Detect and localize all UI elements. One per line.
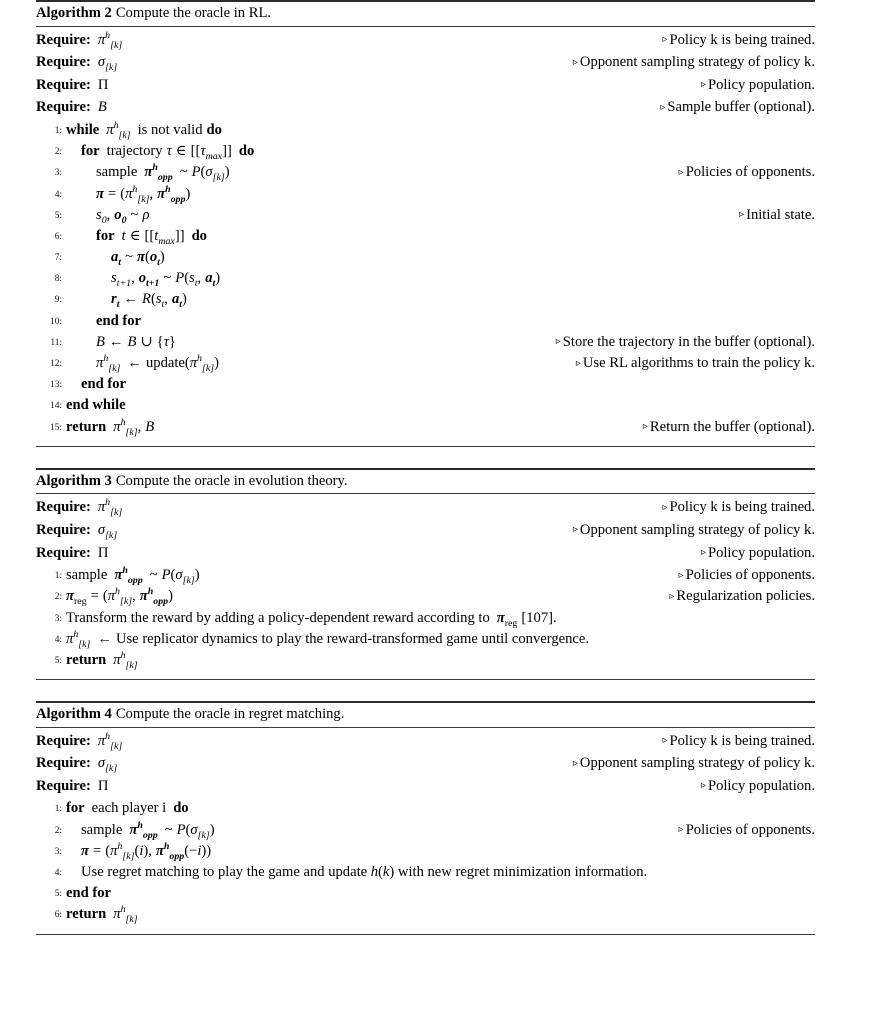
code-line [36, 416, 815, 441]
require-label: Require: [36, 76, 91, 93]
line-number: 8: [54, 274, 62, 285]
line-code: return $\pi^h_{[k]}$ [66, 904, 138, 926]
code-line [36, 865, 815, 886]
require-comment: ▹ Policy population. [700, 777, 815, 794]
triangle-icon: ▹ [678, 166, 684, 178]
line-number: 10: [50, 316, 62, 327]
require-line [36, 100, 815, 123]
require-label: Require: [36, 732, 91, 749]
require-code: Π [97, 777, 109, 794]
line-code: return $\pi^h_{[k]}$ [66, 650, 138, 671]
triangle-icon: ▹ [662, 34, 668, 46]
line-number: 13: [50, 380, 62, 391]
line-code: $s_0$, $o_0$ ~ ρ [96, 206, 150, 226]
line-number: 4: [54, 868, 62, 879]
line-number: 2: [54, 825, 62, 836]
line-code: return $\pi^h_{[k]}$, B [66, 416, 155, 438]
require-label: Require: [36, 777, 91, 794]
code-line [36, 650, 815, 674]
algorithm-body [36, 728, 815, 934]
triangle-icon: ▹ [700, 547, 706, 559]
line-code: $s_{t+1}$, $o_{t+1}$ ~ $P(s_t$, $a_t$) [111, 270, 221, 290]
code-line [36, 886, 815, 907]
triangle-icon: ▹ [678, 824, 684, 836]
algorithm-caption: Compute the oracle in RL. [115, 5, 272, 21]
code-line [36, 353, 815, 377]
algorithm-name: Algorithm 3 [36, 472, 112, 489]
line-comment: ▹ Return the buffer (optional). [642, 418, 815, 435]
algorithm-title [36, 2, 815, 26]
line-number: 1: [54, 571, 62, 582]
triangle-icon: ▹ [700, 79, 706, 91]
require-code: $\sigma_{[k]}$ [97, 54, 118, 74]
code-line [36, 120, 815, 144]
line-number: 3: [54, 168, 62, 179]
require-label: Require: [36, 755, 91, 772]
require-code: $\pi^h_{[k]}$ [97, 29, 123, 51]
algorithm-block-4 [36, 701, 815, 935]
line-code: for t ∈ $[[t_{max}]]$ do [96, 227, 207, 247]
code-line [36, 162, 815, 186]
require-label: Require: [36, 99, 91, 116]
line-code: $\pi = (\pi^h_{[k]}(i)$, $\pi^h_{opp}(-i)$) [81, 840, 212, 862]
triangle-icon: ▹ [678, 569, 684, 581]
require-comment: ▹ Policy population. [700, 544, 815, 561]
algorithm-body [36, 494, 815, 679]
require-line [36, 730, 815, 757]
code-line [36, 335, 815, 356]
require-label: Require: [36, 521, 91, 538]
code-line [36, 183, 815, 208]
require-code: $\sigma_{[k]}$ [97, 755, 118, 775]
line-code: $r_t$ ← $R(s_t$, $a_t$) [111, 291, 187, 311]
require-code: B [97, 99, 107, 116]
code-line [36, 586, 815, 610]
line-number: 7: [54, 253, 62, 264]
line-number: 6: [54, 910, 62, 921]
line-code: end while [66, 397, 126, 414]
triangle-icon: ▹ [662, 501, 668, 513]
line-comment: ▹ Policies of opponents. [678, 164, 815, 181]
algorithm-block-3 [36, 468, 815, 680]
require-comment: ▹ Opponent sampling strategy of policy k. [572, 54, 815, 71]
code-line [36, 208, 815, 229]
line-comment: ▹ Store the trajectory in the buffer (optional). [555, 333, 815, 350]
require-label: Require: [36, 54, 91, 71]
code-line [36, 819, 815, 844]
line-code: sample $\pi^h_{opp}$ ~ $P(\sigma_{[k]})$ [81, 819, 215, 841]
require-line [36, 29, 815, 56]
line-code: sample $\pi^h_{opp}$ ~ $P(\sigma_{[k]})$ [96, 162, 230, 184]
algorithm-title [36, 470, 815, 494]
require-line [36, 55, 815, 78]
require-line [36, 756, 815, 779]
line-code: sample $\pi^h_{opp}$ ~ $P(\sigma_{[k]})$ [66, 565, 200, 587]
require-code: Π [97, 544, 109, 561]
code-line [36, 377, 815, 398]
triangle-icon: ▹ [660, 101, 666, 113]
algorithm-caption: Compute the oracle in evolution theory. [115, 472, 348, 489]
require-code: $\pi^h_{[k]}$ [97, 497, 123, 519]
require-code: $\pi^h_{[k]}$ [97, 730, 123, 752]
require-line [36, 779, 815, 802]
require-comment: ▹ Opponent sampling strategy of policy k. [572, 755, 815, 772]
line-code: while $\pi^h_{[k]}$ is not valid do [66, 120, 222, 141]
line-number: 1: [54, 125, 62, 136]
line-number: 5: [54, 889, 62, 900]
require-label: Require: [36, 31, 91, 48]
algorithm-title [36, 703, 815, 727]
algorithm-caption: Compute the oracle in regret matching. [115, 706, 345, 723]
require-comment: ▹ Policy k is being trained. [662, 732, 815, 749]
line-code: B ← B ∪ {τ} [96, 333, 176, 350]
line-comment: ▹ Use RL algorithms to train the policy k. [575, 355, 815, 372]
line-number: 2: [54, 592, 62, 603]
line-number: 9: [54, 295, 62, 306]
line-code: for each player i do [66, 800, 189, 817]
code-line [36, 229, 815, 250]
code-line [36, 314, 815, 335]
code-line [36, 840, 815, 865]
require-line [36, 546, 815, 569]
line-code: end for [66, 885, 111, 902]
require-comment: ▹ Policy k is being trained. [662, 499, 815, 516]
block-spacer [0, 447, 881, 468]
block-spacer [0, 680, 881, 701]
line-number: 4: [54, 189, 62, 200]
line-number: 6: [54, 231, 62, 242]
line-number: 14: [50, 401, 62, 412]
triangle-icon: ▹ [669, 590, 675, 602]
line-comment: ▹ Regularization policies. [669, 588, 815, 605]
require-code: $\sigma_{[k]}$ [97, 521, 118, 541]
algorithm-block-2 [36, 0, 815, 447]
require-comment: ▹ Policy k is being trained. [662, 31, 815, 48]
triangle-icon: ▹ [662, 735, 668, 747]
line-code: $\pi_{reg} = (\pi^h_{[k]}$, $\pi^h_{opp}$) [66, 586, 173, 608]
triangle-icon: ▹ [700, 780, 706, 792]
line-code: for trajectory τ ∈ $[[\tau_{max}]]$ do [81, 143, 255, 163]
require-comment: ▹ Policy population. [700, 76, 815, 93]
code-line [36, 250, 815, 271]
triangle-icon: ▹ [575, 357, 581, 369]
line-code: end for [96, 312, 141, 329]
line-code: $a_t$ ~ $\pi(o_t)$ [111, 249, 165, 268]
code-line [36, 904, 815, 928]
line-code: Use regret matching to play the game and update h(k) with new regret minimization information. [81, 864, 648, 881]
line-number: 3: [54, 846, 62, 857]
code-line [36, 292, 815, 313]
line-code: $\pi^h_{[k]}$ ← Use replicator dynamics to play the reward-transformed game until convergence. [66, 628, 590, 650]
line-number: 2: [54, 147, 62, 158]
require-label: Require: [36, 499, 91, 516]
line-code: $\pi^h_{[k]}$ ← $update(\pi^h_{[k]})$ [96, 353, 219, 374]
require-label: Require: [36, 544, 91, 561]
line-number: 12: [50, 359, 62, 370]
line-code: end for [81, 376, 126, 393]
line-number: 5: [54, 655, 62, 666]
line-number: 11: [50, 337, 62, 348]
require-line [36, 497, 815, 523]
line-comment: ▹ Policies of opponents. [678, 821, 815, 838]
line-comment: ▹ Initial state. [739, 206, 815, 223]
line-code: Transform the reward by adding a policy-dependent reward according to $\pi_{reg}$ [107]. [66, 609, 557, 629]
line-number: 1: [54, 804, 62, 815]
require-line [36, 78, 815, 101]
algorithm-name: Algorithm 4 [36, 706, 112, 723]
algorithm-name: Algorithm 2 [36, 5, 112, 21]
code-line [36, 611, 815, 632]
code-line [36, 398, 815, 419]
line-number: 5: [54, 210, 62, 221]
triangle-icon: ▹ [572, 757, 578, 769]
triangle-icon: ▹ [572, 56, 578, 68]
line-number: 15: [50, 422, 62, 433]
code-line [36, 628, 815, 653]
triangle-icon: ▹ [572, 524, 578, 536]
triangle-icon: ▹ [739, 209, 745, 221]
triangle-icon: ▹ [642, 421, 648, 433]
algorithm-bottom-rule [36, 934, 815, 935]
require-comment: ▹ Sample buffer (optional). [660, 99, 815, 116]
line-comment: ▹ Policies of opponents. [678, 567, 815, 584]
require-comment: ▹ Opponent sampling strategy of policy k. [572, 521, 815, 538]
code-line [36, 801, 815, 822]
triangle-icon: ▹ [555, 336, 561, 348]
line-number: 4: [54, 634, 62, 645]
require-line [36, 523, 815, 546]
code-line [36, 271, 815, 292]
line-number: 3: [54, 613, 62, 624]
line-code: $\pi = (\pi^h_{[k]}$, $\pi^h_{opp}$) [96, 183, 191, 205]
require-code: Π [97, 76, 109, 93]
algorithm-body [36, 27, 815, 446]
